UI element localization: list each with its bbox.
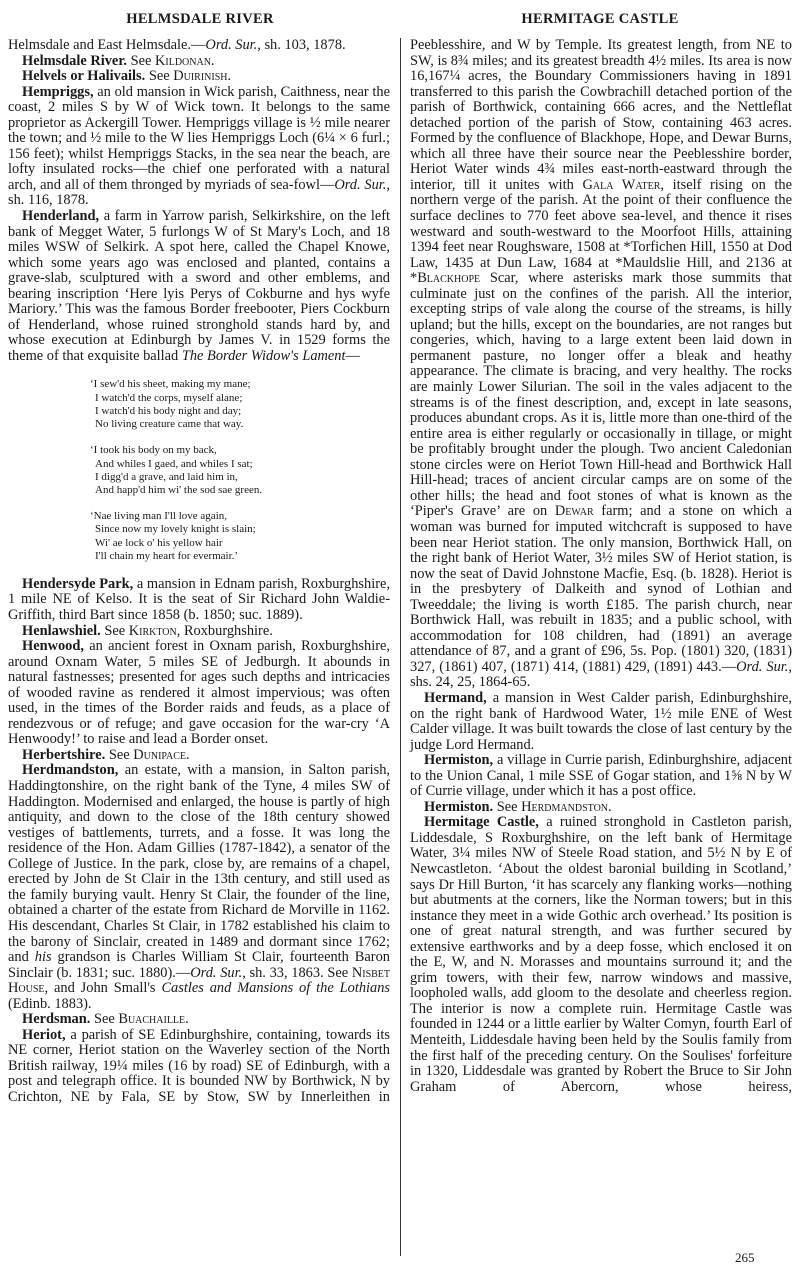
poem-line: I watch'd his body night and day;: [95, 404, 242, 417]
gazetteer-entry: [8, 577, 390, 624]
cross-reference: Dewar: [554, 503, 594, 520]
gazetteer-entry: [8, 639, 390, 748]
poem-line: ‘I took his body on my back,: [90, 444, 217, 457]
cross-reference: Blackhope: [417, 270, 481, 287]
entry-text: an old mansion in Wick parish, Caithness, near the coast, 2 miles S by W of Wick town. It belongs to the same proprietor as Ackergill Tower. Hempriggs village is ½ mile nearer the town; and ½ mile to the W lies Hempriggs Loch (6¼ × 6 furl.; 156 feet); whilst Hempriggs Stacks, in the sea near the beach, are lofty insulated rocks—the chief one perforated with a natural arch, and all of them thronged by myriads of sea-fowl—: [8, 83, 390, 193]
entry-headword: Herdsman.: [22, 1011, 91, 1028]
entry-headword: Hermand,: [424, 689, 487, 706]
gazetteer-entry: [8, 1012, 390, 1028]
poem-line: And whiles I gaed, and whiles I sat;: [95, 457, 253, 470]
cross-reference: Kirkton,: [128, 622, 181, 639]
gazetteer-entry: [8, 69, 390, 85]
entry-headword: Henlawshiel.: [22, 622, 101, 639]
entry-text: Helmsdale and East Helmsdale.—: [8, 37, 206, 53]
left-column: [8, 38, 390, 1106]
italic-text: Ord. Sur.: [205, 37, 258, 53]
entry-text: See: [127, 52, 155, 69]
gazetteer-entry: [8, 1028, 390, 1106]
poem-line: ‘I sew'd his sheet, making my mane;: [90, 378, 251, 391]
italic-text: Ord. Sur.,: [190, 964, 246, 981]
entry-text: See: [145, 68, 174, 85]
entry-headword: Hermiston,: [424, 752, 494, 769]
gazetteer-entry: [8, 209, 390, 364]
entry-text: farm; and a stone on which a woman was burned for imputed witchcraft is supposed to have been near Heriot station. The only mansion, Borthwick Hall, on the right bank of Heriot Water, 3½ miles SW of Heriot station, is now the seat of David Johnstone Macfie, Esq. (b. 1828). Heriot is in the presbytery of Dalkeith and synod of Lothian and Tweeddale; the living is worth £185. The parish church, near Borthwick Hall, was rebuilt in 1835; and a public school, with accommodation for 108 children, had (1891) an average attendance of 87, and a grant of £96, 5s. Pop. (1801) 320, (1831) 327, (1861) 407, (1871) 414, (1881) 429, (1891) 443.—: [410, 503, 792, 675]
italic-text: his: [34, 949, 52, 966]
cross-reference: Herdmandston.: [521, 798, 612, 815]
poem-line: Wi' ae lock o' his yellow hair: [95, 536, 223, 549]
entry-text: See: [90, 1011, 119, 1028]
poem-line: I watch'd the corps, myself alane;: [95, 391, 243, 404]
poem-line: ‘Nae living man I'll love again,: [90, 510, 227, 523]
gazetteer-entry: [410, 815, 792, 1095]
running-head-right: HERMITAGE CASTLE: [521, 11, 679, 27]
entry-text: a village in Currie parish, Edinburghshire, adjacent to the Union Canal, 1 mile SSE of Gogar station, and 1⅝ N by W of Currie village, under which it has a post office.: [410, 752, 792, 800]
poem-line: I'll chain my heart for evermair.’: [95, 549, 239, 562]
entry-headword: Helvels or Halivails.: [22, 68, 146, 85]
entry-headword: Hermiston.: [424, 798, 494, 815]
entry-headword: Hermitage Castle,: [424, 814, 539, 831]
italic-text: The Border Widow's Lament: [181, 347, 346, 364]
entry-text: itself rising on the northern verge of the parish. At the point of their confluence the surface declines to 770 feet above sea-level, and thence it rises westward and south-westward to the Moorfoot Hills, attaining 1394 feet near Roughsware, 1508 at *Torfichen Hill, 1550 at Dod Law, 1435 at Dun Law, 1684 at *Mauldslie Hill, and 2136 at *: [410, 176, 792, 287]
entry-text: —: [345, 347, 360, 364]
poem-line: And happ'd him wi' the sod sae green.: [95, 483, 263, 496]
cross-reference: Nisbet House,: [8, 964, 391, 997]
entry-text: Peeblesshire, and W by Temple. Its greatest length, from NE to SW, is 8¾ miles; and its greatest breadth 4½ miles. Its area is now 16,167¼ acres, the Boundary Commissioners having in 1891 transferred to this parish the Cowbrachill detached portion of the parish of Borthwick, containing 666 acres, and the Nettleflat detached portion of the parish of Stow, containing 463 acres. Formed by the confluence of Blackhope, Hope, and Dewar Burns, which all three have their source near the Peeblesshire border, Heriot Water winds 4¾ miles east-north-eastward through the interior, till it unites with: [410, 37, 792, 193]
entry-headword: Herbertshire.: [22, 746, 106, 763]
entry-text: shs. 24, 25, 1864-65.: [410, 674, 531, 691]
entry-text: , sh. 103, 1878.: [257, 37, 346, 53]
italic-text: Ord. Sur.,: [736, 658, 792, 675]
poem-stanza: [90, 444, 390, 497]
italic-text: Ord. Sur.,: [334, 176, 390, 193]
gazetteer-entry: [8, 763, 390, 1012]
entry-text: a farm in Yarrow parish, Selkirkshire, on the left bank of Megget Water, 5 furlongs W of St Mary's Loch, and 18 miles WSW of Selkirk. A spot here, called the Chapel Knowe, which some years ago was enclosed and planted, contains a grave-slab, sculptured with a sword and other emblems, and bearing inscription ‘Here lyis Perys of Cokburne and hys wyfe Mariory.’ This was the famous Border freebooter, Piers Cockburn of Henderland, whose ruined stronghold stands hard by, and whose execution at Edinburgh by James V. in 1529 forms the theme of that exquisite ballad: [8, 208, 390, 364]
entry-text: sh. 33, 1863. See: [245, 964, 352, 981]
entry-text: a parish of SE Edinburghshire, containing, towards its NE corner, Heriot station on the Waverley section of the North British railway, 19¼ miles (16 by road) SE of Edinburgh, with a post and telegraph office. It is bounded NW by Borthwick, N by Crichton, NE by Fala, SE by Stow, SW by Innerleithen in: [8, 1026, 390, 1105]
entry-headword: Hendersyde Park,: [22, 575, 134, 592]
entry-text: a mansion in Ednam parish, Roxburghshire, 1 mile NE of Kelso. It is the seat of Sir Richard John Waldie-Griffith, third Bart since 1858 (b. 1850; suc. 1889).: [8, 575, 390, 624]
cross-reference: Dunipace.: [133, 746, 190, 763]
gazetteer-entry: [8, 748, 390, 764]
entry-text: grandson is Charles William St Clair, fourteenth Baron Sinclair (b. 1831; suc. 1880).—: [8, 949, 390, 981]
entry-text: a mansion in West Calder parish, Edinburghshire, on the right bank of Hardwood Water, 1½ mile ENE of West Calder village. It was built towards the close of last century by the judge Lord Hermand.: [410, 689, 792, 753]
entry-text: Roxburghshire.: [180, 622, 273, 639]
poem-line: Since now my lovely knight is slain;: [95, 523, 256, 536]
poem-line: No living creature came that way.: [95, 418, 244, 431]
entry-headword: Hempriggs,: [22, 83, 94, 100]
italic-text: Castles and Mansions of the Lothians: [161, 980, 390, 997]
running-head-left: HELMSDALE RIVER: [126, 11, 274, 27]
gazetteer-entry: [8, 624, 390, 640]
entry-text: and John Small's: [48, 980, 162, 997]
column-divider: [400, 38, 401, 1256]
continued-entry-text: [8, 38, 390, 54]
entry-text: See: [105, 746, 134, 763]
cross-reference: Buachaille.: [118, 1011, 189, 1028]
entry-text: sh. 116, 1878.: [8, 192, 89, 209]
entry-headword: Herdmandston,: [22, 762, 119, 779]
entry-headword: Heriot,: [22, 1026, 66, 1043]
gazetteer-entry: [8, 85, 390, 209]
ballad-quotation: [90, 378, 390, 562]
right-column: [410, 38, 792, 1095]
gazetteer-entry: [410, 800, 792, 816]
entry-text: See: [493, 798, 522, 815]
gazetteer-entry: [410, 753, 792, 800]
entry-text: an ancient forest in Oxnam parish, Roxburghshire, around Oxnam Water, 5 miles SE of Jedburgh. It abounds in natural fastnesses; presented for ages such depths and intricacies of wooded ravine as rendered it almost impervious; was often used, in the times of the Border raids and feuds, as a place of rendezvous or of refuge; and gave occasion for the war-cry ‘A Henwoody!’ to raise and lead a Border onset.: [8, 638, 390, 748]
entry-text: See: [100, 622, 129, 639]
entry-text: Scar, where asterisks mark those summits that culminate just on the confines of the parish. All the interior, excepting strips of vale along the course of the streams, is hilly upland; but the hills, except on the boundaries, are not ranges but congeries, which, having to a large extent been laid down in permanent pasture, no longer offer a bleak and heathy appearance. The climate is bracing, and very healthy. The rocks are mainly Lower Silurian. The soil in the vales adjacent to the streams is of the finest description, and, except in late seasons, produces abundant crops. As it is, little more than one-third of the entire area is either regularly or occasionally in tillage, or might be profitably brought under the plough. Two ancient Caledonian stone circles were on Heriot Town Hill-head and Borthwick Hall Hill-head; traces of ancient circular camps are on some of the other hills; the head and foot stones of what is known as the ‘Piper's Grave’ are on: [410, 270, 792, 520]
page-number: 265: [735, 1250, 755, 1265]
entry-text: an estate, with a mansion, in Salton parish, Haddingtonshire, on the right bank of the Tyne, 4 miles SW of Haddington. Modernised and enlarged, the house is partly of high antiquity, and down to the close of the 18th century showed vestiges of battlements, turrets, and a fosse. It was long the residence of the Hon. Adam Gillies (1787-1842), a senator of the College of Justice. In the park, close by, are remains of a chapel, erected by John de St Clair in the 13th century, and still used as the family burying vault. Henry St Clair, the founder of the line, obtained a charter of the estate from Richard de Morville in 1162. His descendant, Charles St Clair, in 1782 established his claim to the barony of Sinclair, created in 1489 and dormant since 1762; and: [8, 762, 390, 966]
gazetteer-entry: [410, 691, 792, 753]
cross-reference: Gala Water,: [582, 176, 664, 193]
entry-text: a ruined stronghold in Castleton parish, Liddesdale, S Roxburghshire, on the left bank of Hermitage Water, 3¼ miles NW of Steele Road station, and 5½ N by E of Newcastleton. ‘About the oldest baronial building in Scotland,’ says Dr Hill Burton, ‘it has scarcely any flanking works—nothing but abutments at the corners, like the Norman towers; but in this instance they meet in a wide Gothic arch overhead.’ Its position is one of great natural strength, and was further secured by extensive earthworks and by a deep fosse, which enclosed it on the E, W, and N. Morasses and mountains surround it; and the grim towers, with their few, narrow windows and massive, loopholed walls, add gloom to the desolate and cheerless region. The interior is now a complete ruin. Hermitage Castle was founded in 1244 or a little earlier by Walter Comyn, fourth Earl of Menteith, Liddesdale having been held by the Soulis family from the first half of the preceding century. On the Soulises' forfeiture in 1320, Liddesdale was granted by Robert the Bruce to Sir John Graham of Abercorn, whose heiress,: [410, 814, 792, 1095]
poem-line: I digg'd a grave, and laid him in,: [95, 470, 238, 483]
entry-headword: Helmsdale River.: [22, 52, 127, 69]
poem-stanza: [90, 510, 390, 563]
entry-text: (Edinb. 1883).: [8, 995, 92, 1012]
cross-reference: Kildonan.: [154, 52, 215, 69]
gazetteer-entry: [8, 54, 390, 70]
entry-headword: Henderland,: [22, 208, 100, 225]
continued-entry-text: [410, 38, 792, 691]
entry-headword: Henwood,: [22, 638, 84, 655]
poem-stanza: [90, 378, 390, 431]
cross-reference: Duirinish.: [173, 68, 232, 85]
